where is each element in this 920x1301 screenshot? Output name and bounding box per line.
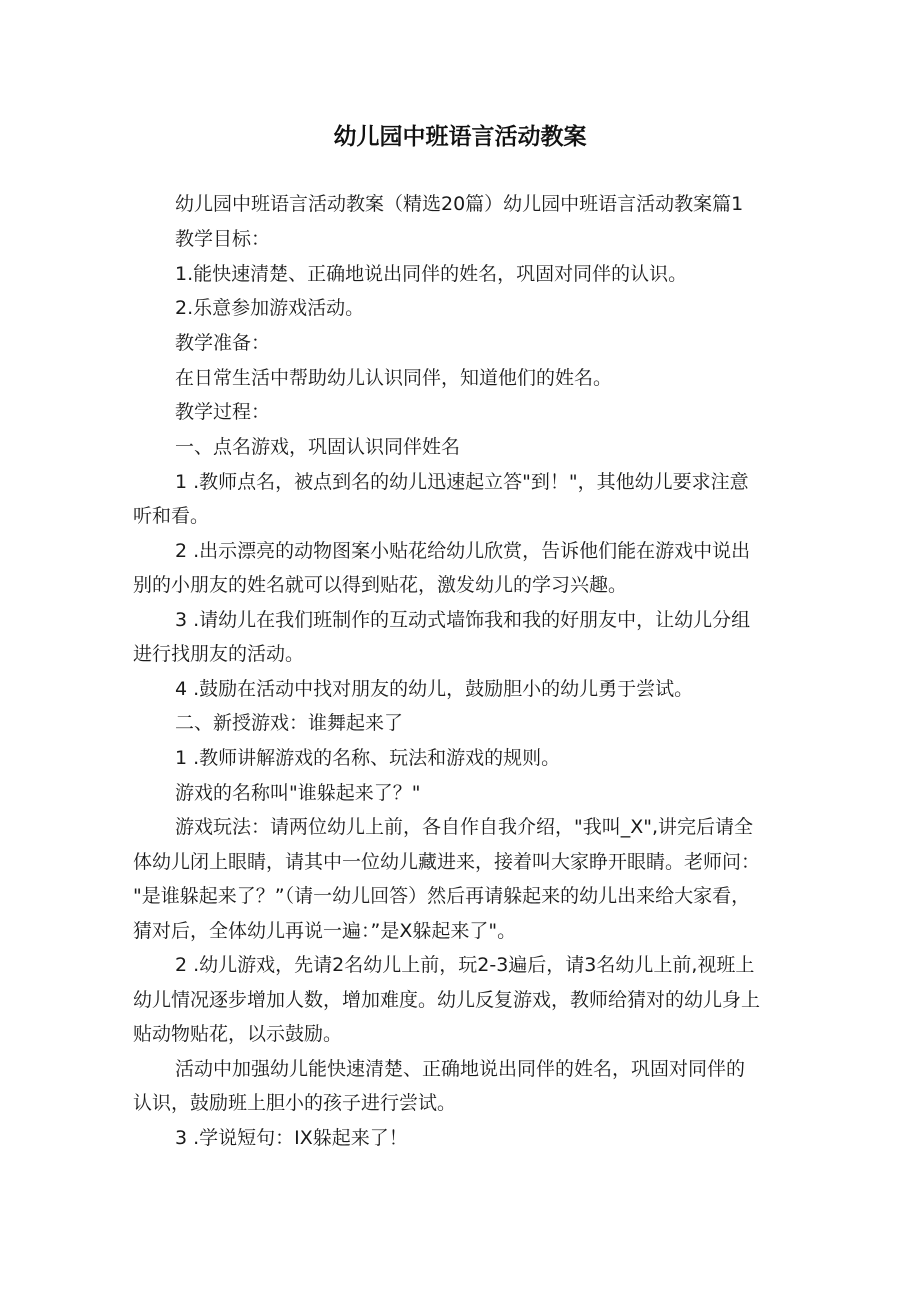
paragraph-line: 一、点名游戏，巩固认识同伴姓名 (175, 436, 461, 458)
paragraph-line: 猜对后，全体幼儿再说一遍：”是X躲起来了"。 (133, 920, 517, 942)
paragraph-line: 活动中加强幼儿能快速清楚、正确地说出同伴的姓名，巩固对同伴的 (175, 1058, 746, 1080)
paragraph-line: 4 .鼓励在活动中找对朋友的幼儿，鼓励胆小的幼儿勇于尝试。 (175, 678, 694, 700)
paragraph-line: 1.能快速清楚、正确地说出同伴的姓名，巩固对同伴的认识。 (175, 263, 688, 285)
paragraph-line: 贴动物贴花，以示鼓励。 (133, 1023, 343, 1045)
paragraph-line: 在日常生活中帮助幼儿认识同伴，知道他们的姓名。 (175, 367, 613, 389)
paragraph-line: 2 .出示漂亮的动物图案小贴花给幼儿欣赏，告诉他们能在游戏中说出 (175, 540, 751, 562)
paragraph-line: 游戏玩法：请两位幼儿上前，各自作自我介绍，"我叫_X",讲完后请全 (175, 816, 754, 838)
page-title: 幼儿园中班语言活动教案 (333, 124, 587, 150)
paragraph-line: 听和看。 (133, 505, 210, 527)
paragraph-line: 别的小朋友的姓名就可以得到贴花，激发幼儿的学习兴趣。 (133, 574, 628, 596)
paragraph-line: 幼儿情况逐步增加人数，增加难度。幼儿反复游戏，教师给猜对的幼儿身上 (133, 989, 761, 1011)
paragraph-line: 2.乐意参加游戏活动。 (175, 297, 365, 319)
paragraph-line: 二、新授游戏：谁舞起来了 (175, 712, 404, 734)
paragraph-line: 游戏的名称叫"谁躲起来了？" (175, 782, 421, 804)
paragraph-line: 3 .学说短句：IX躲起来了！ (175, 1127, 408, 1149)
paragraph-line: 教学目标： (175, 228, 271, 250)
paragraph-line: 3 .请幼儿在我们班制作的互动式墙饰我和我的好朋友中，让幼儿分组 (175, 609, 751, 631)
paragraph-line: 1 .教师点名，被点到名的幼儿迅速起立答"到！"，其他幼儿要求注意 (175, 471, 749, 493)
paragraph-line: 教学过程： (175, 401, 271, 423)
paragraph-line: 1 .教师讲解游戏的名称、玩法和游戏的规则。 (175, 747, 561, 769)
paragraph-line: 教学准备： (175, 332, 271, 354)
paragraph-line: "是谁躲起来了？”（请一幼儿回答）然后再请躲起来的幼儿出来给大家看， (133, 885, 751, 907)
paragraph-line: 进行找朋友的活动。 (133, 643, 305, 665)
paragraph-line: 幼儿园中班语言活动教案（精选20篇）幼儿园中班语言活动教案篇1 (175, 193, 744, 215)
paragraph-line: 认识，鼓励班上胆小的孩子进行尝试。 (133, 1092, 457, 1114)
paragraph-line: 体幼儿闭上眼睛，请其中一位幼儿藏进来，接着叫大家睁开眼睛。老师问： (133, 851, 761, 873)
paragraph-line: 2 .幼儿游戏，先请2名幼儿上前，玩2-3遍后，请3名幼儿上前,视班上 (175, 954, 755, 976)
